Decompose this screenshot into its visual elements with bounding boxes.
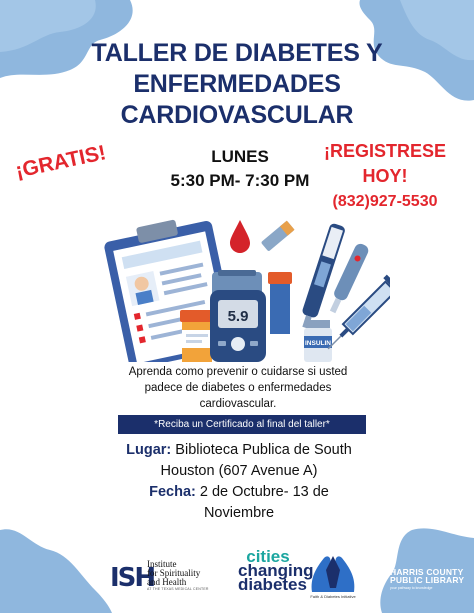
ccd-line-2: changing xyxy=(238,561,314,580)
date-label: Fecha: xyxy=(149,484,196,500)
strip-container-icon xyxy=(268,272,292,334)
bottom-left-blob xyxy=(0,520,120,613)
free-label: ¡GRATIS! xyxy=(13,141,109,183)
date-value: 2 de Octubre- 13 de Noviembre xyxy=(199,484,329,521)
test-strip-icon xyxy=(261,221,295,252)
ish-name-line-2: for Spirituality xyxy=(147,568,201,578)
register-block xyxy=(305,139,465,214)
praying-hands-icon xyxy=(306,548,360,594)
ish-logo-subtitle: AT THE TEXAS MEDICAL CENTER xyxy=(147,587,209,591)
register-line-1: ¡REGISTRESE xyxy=(323,141,447,161)
schedule-day: LUNES xyxy=(211,147,269,166)
event-title xyxy=(0,38,474,131)
location-label: Lugar: xyxy=(126,442,172,458)
register-line-2: HOY! xyxy=(362,166,408,186)
schedule-time: 5:30 PM- 7:30 PM xyxy=(170,171,310,190)
hcpl-subtitle: your pathway to knowledge xyxy=(390,586,433,590)
title-line-2: ENFERMEDADES xyxy=(133,70,341,98)
ccd-line-1: cities xyxy=(246,547,290,566)
certificate-banner: *Reciba un Certificado al final del taller* xyxy=(118,415,366,434)
insulin-label: INSULIN xyxy=(305,340,331,347)
title-line-3: CARDIOVASCULAR xyxy=(120,101,354,129)
blood-drop-icon xyxy=(230,220,250,253)
cities-changing-diabetes-logo xyxy=(238,547,314,594)
title-line-1: TALLER DE DIABETES Y xyxy=(91,39,383,67)
ish-logo-name xyxy=(147,560,200,587)
location-value: Biblioteca Publica de South Houston (607 Avenue A) xyxy=(160,442,352,479)
meter-reading: 5.9 xyxy=(227,308,249,325)
register-phone[interactable]: (832)927-5530 xyxy=(332,193,438,210)
ccd-line-3: diabetes xyxy=(238,575,307,594)
ish-logo-mark: ISH xyxy=(110,563,155,593)
glucose-meter-icon xyxy=(210,270,266,362)
ish-name-line-3: and Health xyxy=(147,577,187,587)
harris-county-library-logo xyxy=(390,568,464,584)
event-details xyxy=(120,440,358,524)
diabetes-supplies-illustration xyxy=(100,212,390,362)
ish-name-line-1: Institute xyxy=(147,559,177,569)
faith-diabetes-caption: Faith & Diabetes Initiative xyxy=(310,594,356,599)
pill-bottle-icon xyxy=(180,310,214,362)
schedule-block xyxy=(150,145,330,193)
insulin-vial-icon xyxy=(304,320,332,362)
hcpl-line-1: HARRIS COUNTY xyxy=(390,567,464,577)
insulin-pen-icon xyxy=(298,222,347,330)
description: Aprenda como prevenir o cuidarse si usted padece de diabetes o enfermedades cardiovascular. xyxy=(128,366,348,410)
hcpl-line-2: PUBLIC LIBRARY xyxy=(390,575,465,585)
